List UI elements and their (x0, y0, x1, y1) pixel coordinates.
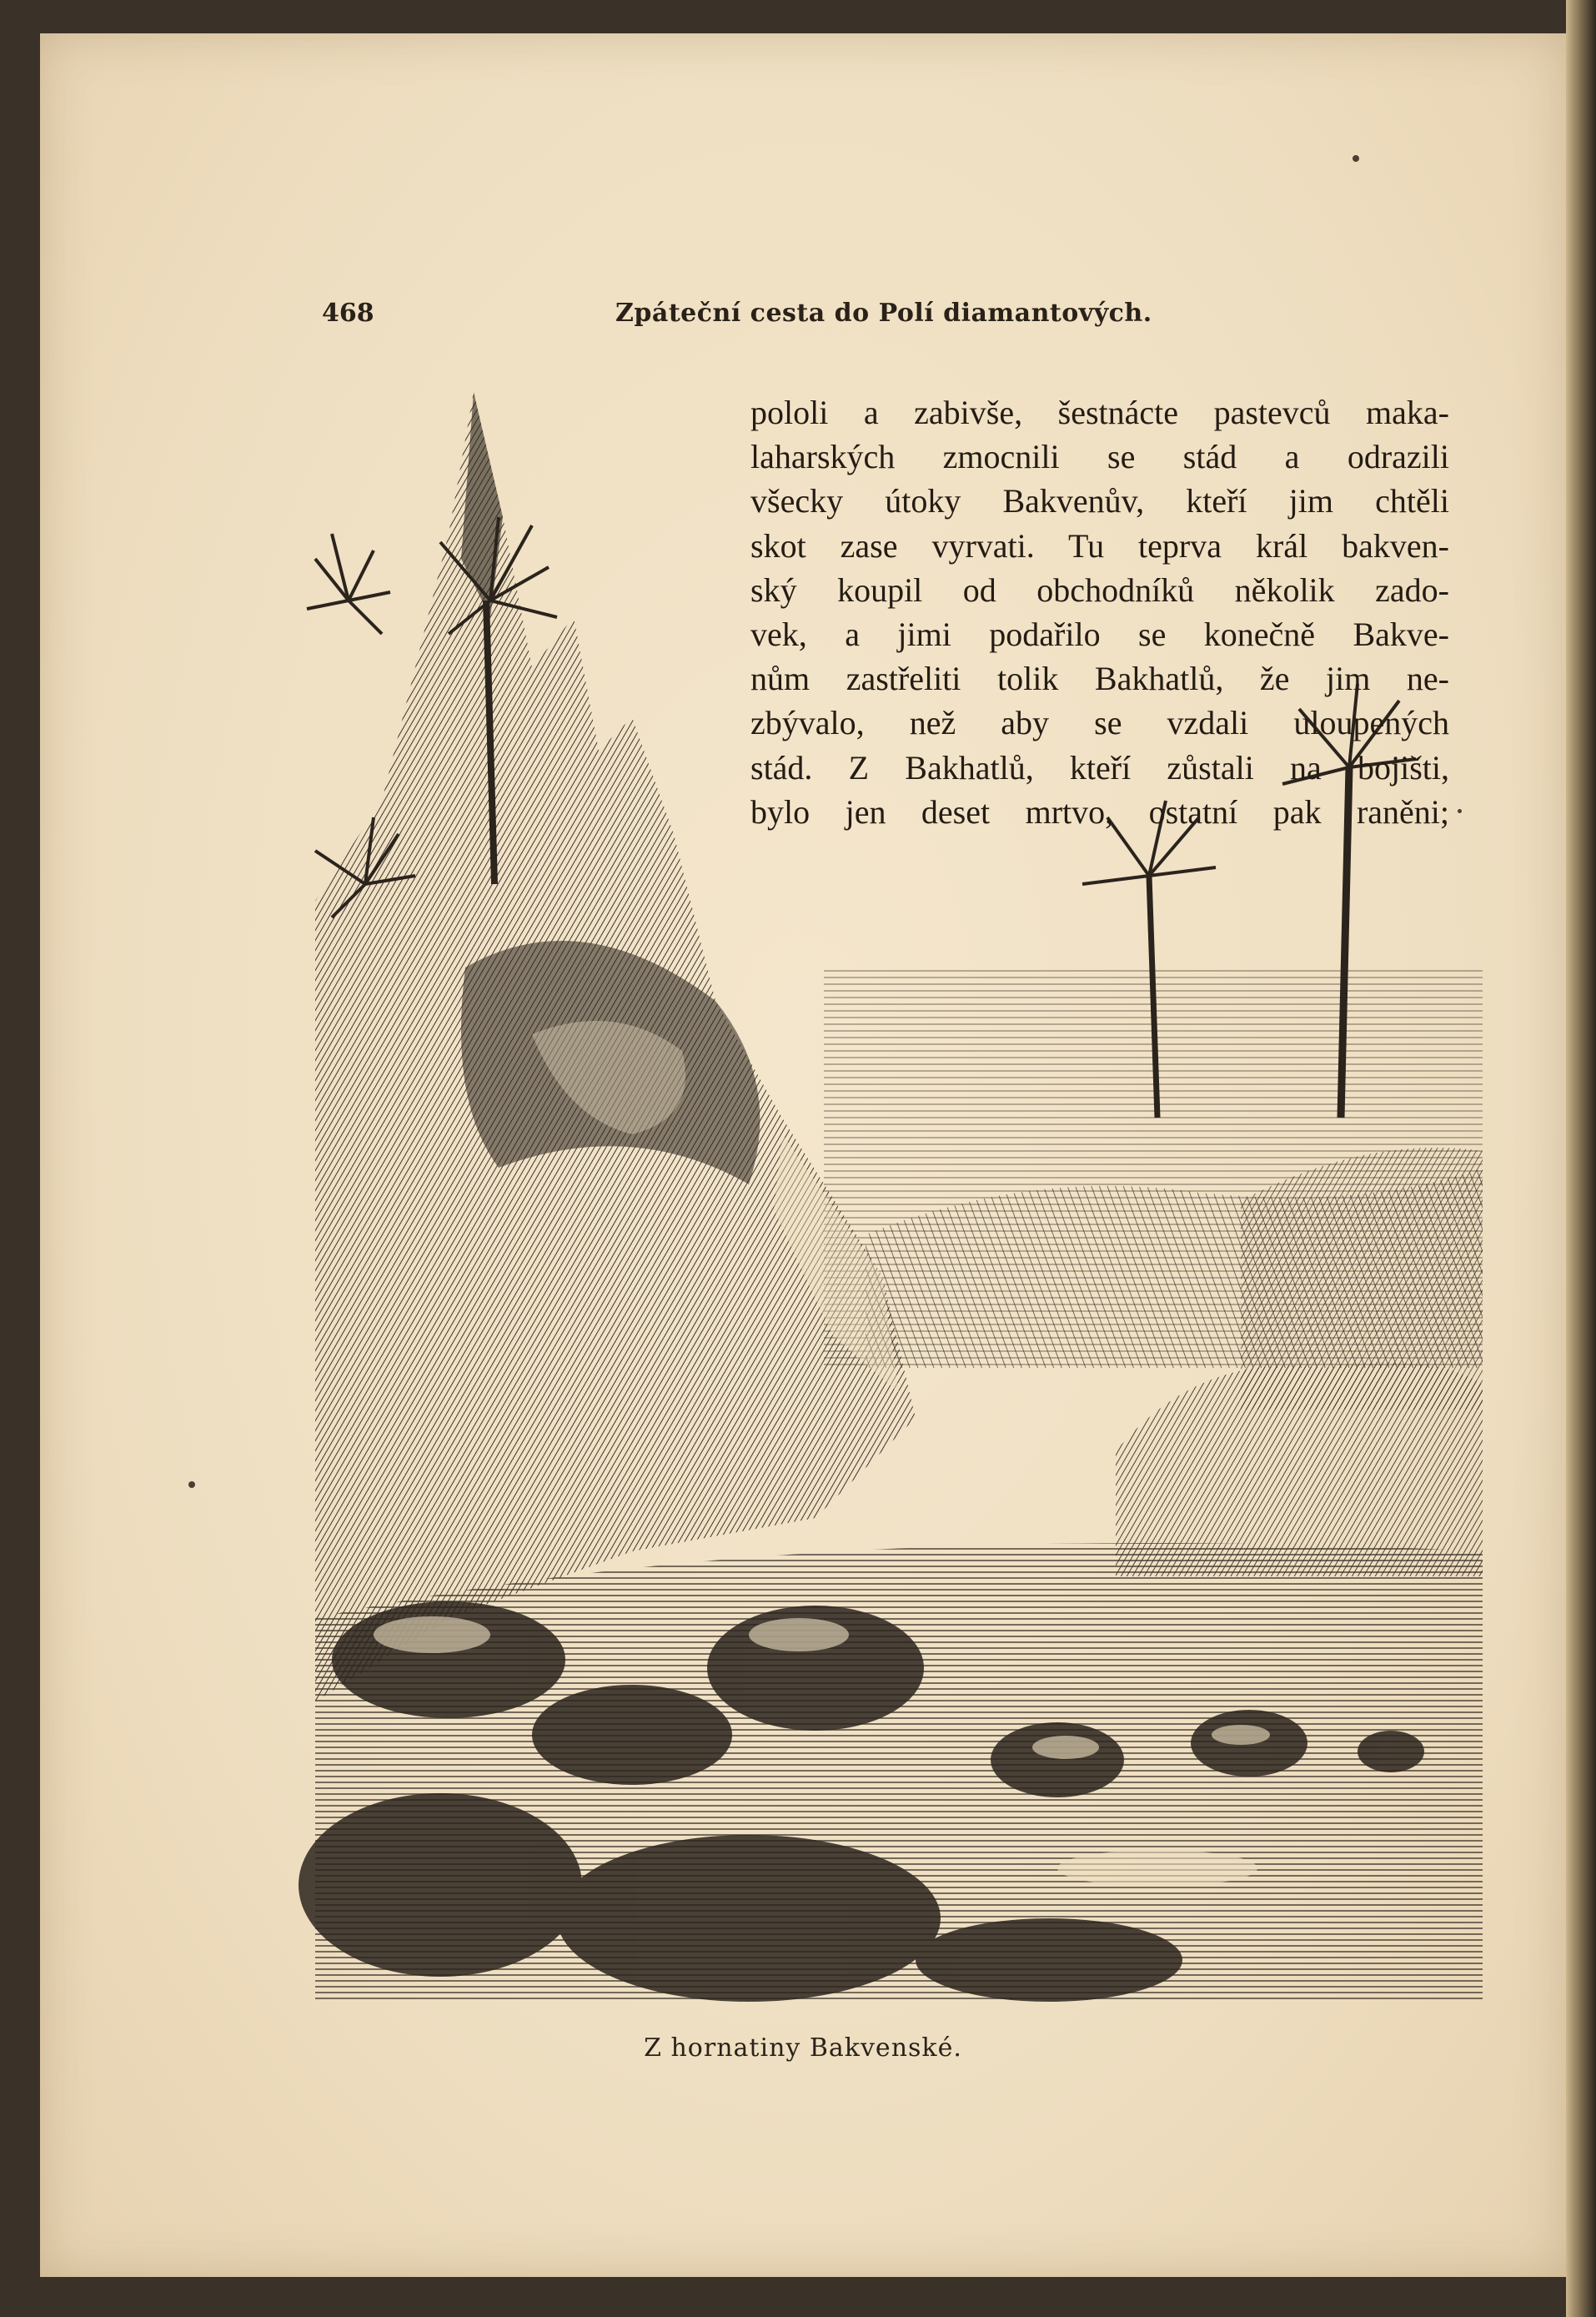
text-line: všecky útoky Bakvenův, kteří jim chtěli (750, 482, 1449, 520)
running-head: Zpáteční cesta do Polí diamantových. (615, 299, 1152, 328)
text-line: zbývalo, než aby se vzdali uloupených (750, 704, 1449, 742)
text-line: vek, a jimi podařilo se konečně Bakve- (750, 615, 1449, 653)
text-line: ský koupil od obchodníků několik zado- (750, 570, 1449, 609)
text-line: bylo jen deset mrtvo, ostatní pak raněni; (750, 792, 1449, 831)
paper-speck (1353, 155, 1359, 162)
paper-speck (1458, 809, 1462, 813)
paper-speck (188, 1481, 195, 1488)
text-line: pololi a zabivše, šestnácte pastevců maka- (750, 394, 1449, 431)
text-line: nům zastřeliti tolik Bakhatlů, že jim ne- (750, 660, 1449, 698)
text-line: skot zase vyrvati. Tu teprva král bakven- (750, 526, 1449, 565)
text-line: laharských zmocnili se stád a odrazili (750, 438, 1449, 476)
page-header (40, 299, 1566, 340)
page-number: 468 (322, 299, 374, 328)
book-page (40, 33, 1566, 2277)
illustration-caption: Z hornatiny Bakvenské. (644, 2033, 962, 2063)
book-spine-edge (1566, 0, 1596, 2317)
text-line: stád. Z Bakhatlů, kteří zůstali na bojišti, (750, 748, 1449, 787)
body-text (750, 390, 1449, 834)
